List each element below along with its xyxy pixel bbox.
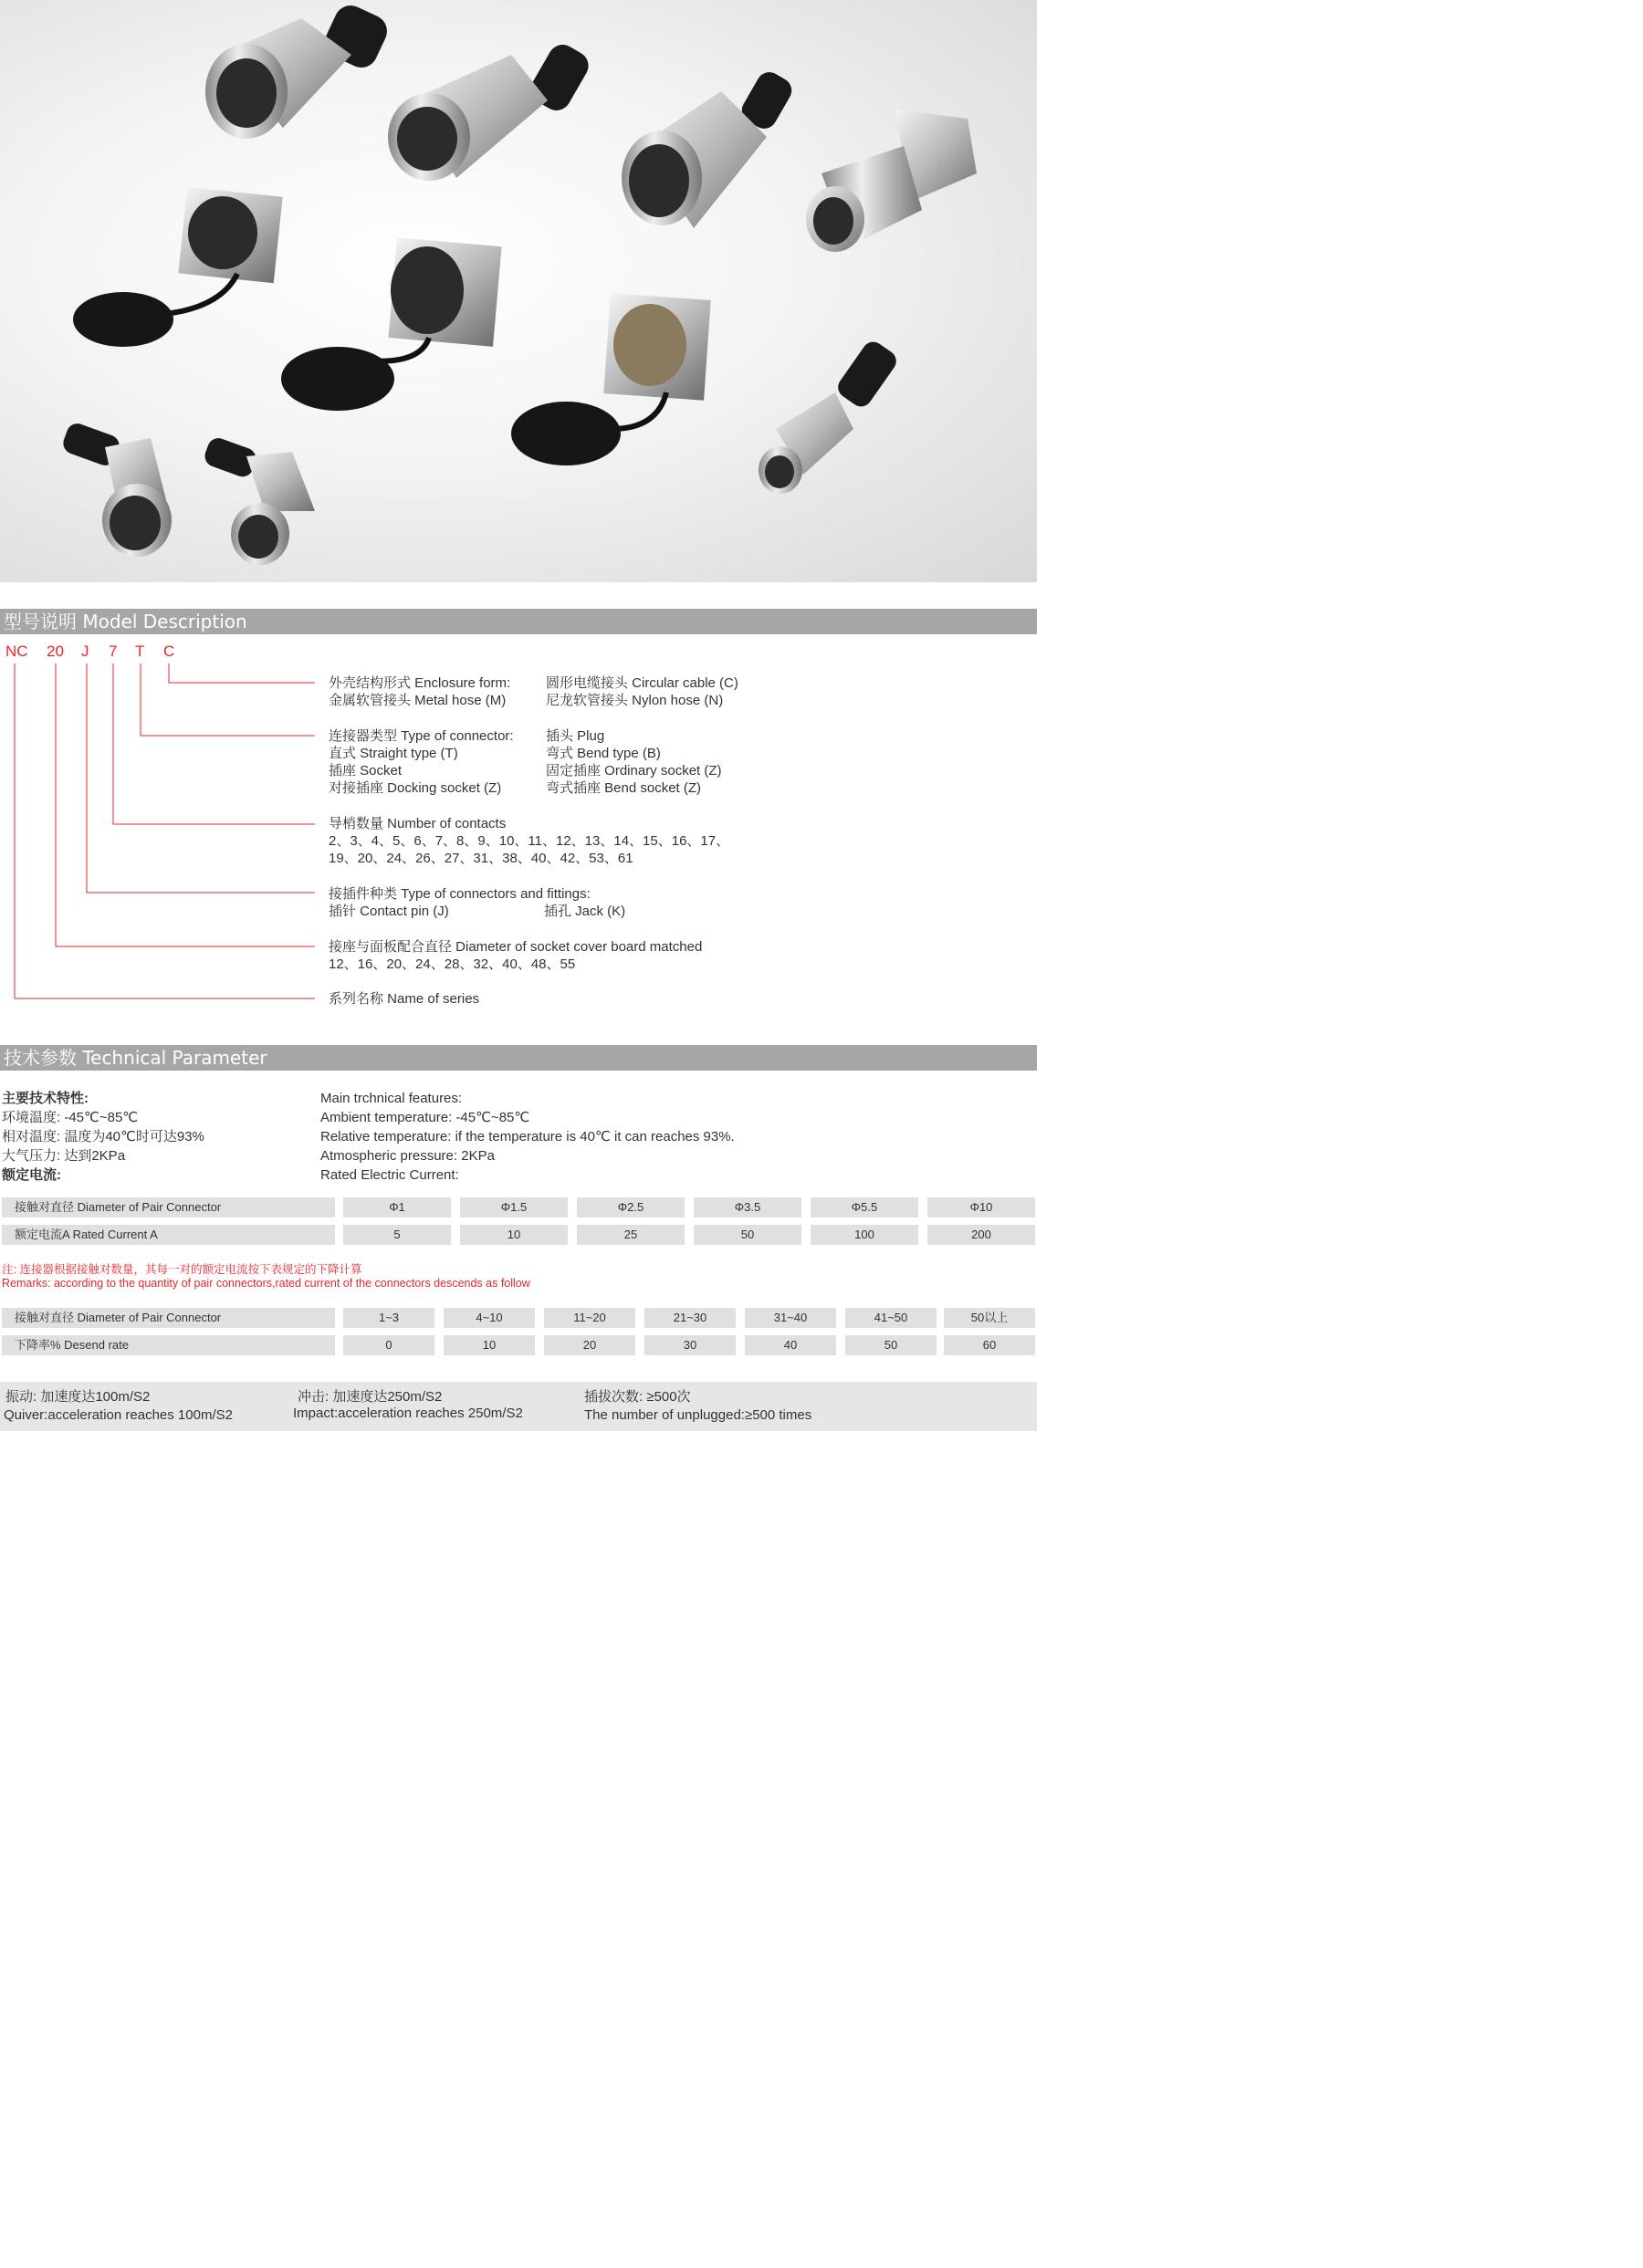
table2-rate-cell: 10 (444, 1335, 535, 1355)
table1-current-label: 额定电流A Rated Current A (2, 1225, 335, 1245)
connector-type-plug: 插头 Plug (546, 728, 605, 744)
table2-range-cell: 21~30 (644, 1308, 736, 1328)
table1-current-cell: 200 (927, 1225, 1035, 1245)
table2-rate-cell: 40 (745, 1335, 836, 1355)
table1-diameter-cell: Φ1 (343, 1197, 451, 1218)
table2-rate-cell: 50 (845, 1335, 937, 1355)
features-en-heading: Main trchnical features: (320, 1091, 463, 1106)
code-contacts: 7 (109, 643, 118, 660)
features-cn (2, 1089, 312, 1185)
table2-range-cell: 50以上 (944, 1308, 1035, 1328)
fittings-block (329, 885, 1004, 920)
table2-rate-cell: 60 (944, 1335, 1035, 1355)
features-en (320, 1089, 1014, 1185)
table1-diameter-cell: Φ2.5 (577, 1197, 685, 1218)
table2-range-cell: 31~40 (745, 1308, 836, 1328)
model-description-title: 型号说明 Model Description (4, 611, 247, 632)
table1-current-cell: 25 (577, 1225, 685, 1245)
enclosure-circular-cable: 圆形电缆接头 Circular cable (C) (546, 675, 738, 691)
table1-diameter-cell: Φ3.5 (694, 1197, 801, 1218)
table1-diameter-cell: Φ10 (927, 1197, 1035, 1218)
features-en-relative: Relative temperature: if the temperature is 40℃ it can reaches 93%. (320, 1129, 735, 1144)
contacts-block (329, 815, 1022, 868)
table2-range-cell: 11~20 (544, 1308, 635, 1328)
remark-cn: 注: 连接器根据接触对数量，其每一对的额定电流按下表规定的下降计算 (2, 1263, 362, 1276)
connector-type-bend-socket: 弯式插座 Bend socket (Z) (546, 780, 702, 796)
footer-specs (0, 1382, 1037, 1431)
technical-parameter-header (0, 1045, 1037, 1071)
table2-range-cell: 1~3 (343, 1308, 434, 1328)
series-name-block (329, 990, 1004, 1008)
code-diameter: 20 (47, 643, 64, 660)
series-name-title: 系列名称 Name of series (329, 991, 480, 1007)
fittings-title: 接插件种类 Type of connectors and fittings: (329, 886, 591, 902)
table1-diameter-cell: Φ1.5 (460, 1197, 568, 1218)
features-cn-current: 额定电流: (2, 1167, 61, 1183)
table2-rate-cell: 0 (343, 1335, 434, 1355)
socket-diameter-list: 12、16、20、24、28、32、40、48、55 (329, 956, 576, 973)
table1-current-cell: 5 (343, 1225, 451, 1245)
table2-range-cell: 4~10 (444, 1308, 535, 1328)
table1-current-cell: 50 (694, 1225, 801, 1245)
table2-rate-label: 下降率% Desend rate (2, 1335, 335, 1355)
code-enclosure: C (163, 643, 175, 660)
contacts-list-1: 2、3、4、5、6、7、8、9、10、11、12、13、14、15、16、17、 (329, 833, 730, 850)
insertion-cn: 插拔次数: ≥500次 (584, 1389, 691, 1405)
code-fitting-type: J (81, 643, 89, 660)
vibration-en: Quiver:acceleration reaches 100m/S2 (4, 1407, 233, 1423)
connector-type-docking-socket: 对接插座 Docking socket (Z) (329, 780, 502, 796)
connector-type-title: 连接器类型 Type of connector: (329, 728, 514, 744)
connector-type-straight: 直式 Straight type (T) (329, 746, 458, 761)
enclosure-nylon-hose: 尼龙软管接头 Nylon hose (N) (546, 693, 724, 708)
impact-cn: 冲击: 加速度达250m/S2 (298, 1389, 443, 1405)
features-cn-relative: 相对温度: 温度为40℃时可达93% (2, 1129, 204, 1144)
features-cn-pressure: 大气压力: 达到2KPa (2, 1148, 126, 1164)
table2-range-cell: 41~50 (845, 1308, 937, 1328)
remark-en: Remarks: according to the quantity of pair connectors,rated current of the connectors descends as follow (2, 1277, 530, 1290)
connector-type-bend: 弯式 Bend type (B) (546, 746, 661, 761)
features-en-pressure: Atmospheric pressure: 2KPa (320, 1148, 495, 1164)
impact-en: Impact:acceleration reaches 250m/S2 (293, 1406, 523, 1421)
table1-current-cell: 10 (460, 1225, 568, 1245)
fittings-contact-pin: 插针 Contact pin (J) (329, 904, 449, 920)
technical-parameter-title: 技术参数 Technical Parameter (4, 1047, 267, 1069)
contacts-title: 导梢数量 Number of contacts (329, 816, 507, 831)
enclosure-form-title: 外壳结构形式 Enclosure form: (329, 675, 511, 691)
remarks (2, 1263, 1024, 1291)
enclosure-metal-hose: 金属软管接头 Metal hose (M) (329, 693, 507, 708)
code-series: NC (5, 643, 28, 660)
features-en-ambient: Ambient temperature: -45℃~85℃ (320, 1110, 530, 1125)
features-en-current: Rated Electric Current: (320, 1167, 459, 1183)
enclosure-form-block (329, 674, 1004, 709)
fittings-jack: 插孔 Jack (K) (544, 904, 626, 920)
table2-diameter-label: 接触对直径 Diameter of Pair Connector (2, 1308, 335, 1328)
connector-type-block (329, 727, 1004, 797)
contacts-list-2: 19、20、24、26、27、31、38、40、42、53、61 (329, 851, 633, 867)
table2-rate-cell: 20 (544, 1335, 635, 1355)
table2-rate-cell: 30 (644, 1335, 736, 1355)
table1-diameter-label: 接触对直径 Diameter of Pair Connector (2, 1197, 335, 1218)
code-connector-type: T (135, 643, 145, 660)
table1-current-cell: 100 (811, 1225, 918, 1245)
connector-type-socket: 插座 Socket (329, 763, 403, 779)
connector-type-ordinary-socket: 固定插座 Ordinary socket (Z) (546, 763, 722, 779)
features-cn-ambient: 环境温度: -45℃~85℃ (2, 1110, 139, 1125)
table1-diameter-cell: Φ5.5 (811, 1197, 918, 1218)
features-cn-heading: 主要技术特性: (2, 1091, 89, 1106)
insertion-en: The number of unplugged:≥500 times (584, 1407, 812, 1423)
vibration-cn: 振动: 加速度达100m/S2 (5, 1389, 151, 1405)
socket-diameter-block (329, 938, 1004, 973)
socket-diameter-title: 接座与面板配合直径 Diameter of socket cover board matched (329, 939, 703, 955)
